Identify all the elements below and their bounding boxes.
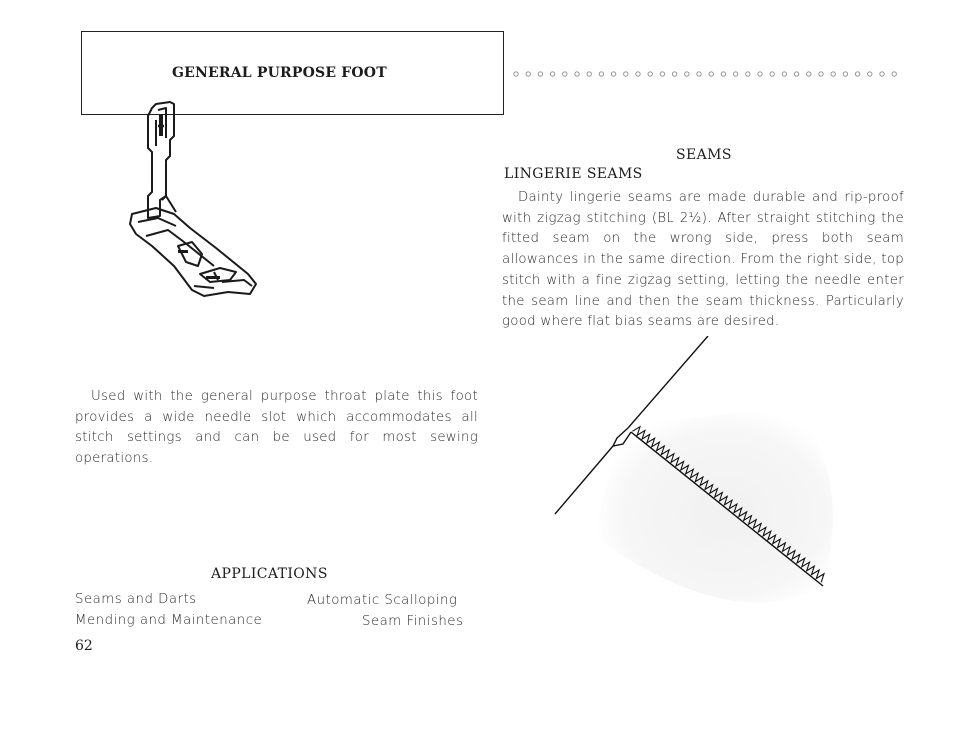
page-title: GENERAL PURPOSE FOOT <box>172 65 387 81</box>
rule-dot <box>746 72 750 76</box>
section-heading: SEAMS <box>676 147 732 163</box>
rule-dot <box>819 72 823 76</box>
rule-dot <box>782 72 786 76</box>
rule-dot <box>880 72 884 76</box>
rule-dot <box>855 72 859 76</box>
application-item: Automatic Scalloping <box>307 593 458 608</box>
rule-dot <box>636 72 640 76</box>
rule-dot <box>843 72 847 76</box>
rule-dot <box>624 72 628 76</box>
application-item: Seam Finishes <box>362 614 464 629</box>
rule-dot <box>685 72 689 76</box>
rule-dot <box>538 72 542 76</box>
rule-dot <box>611 72 615 76</box>
rule-dot <box>794 72 798 76</box>
rule-dot <box>733 72 737 76</box>
application-item: Seams and Darts <box>75 592 197 607</box>
rule-dot <box>575 72 579 76</box>
rule-dot <box>648 72 652 76</box>
rule-dot <box>770 72 774 76</box>
rule-dot <box>660 72 664 76</box>
rule-dot <box>697 72 701 76</box>
rule-dot <box>526 72 530 76</box>
presser-foot-illustration <box>118 96 268 306</box>
rule-dot <box>563 72 567 76</box>
subsection-heading: LINGERIE SEAMS <box>504 166 643 182</box>
lingerie-seams-body <box>502 188 904 333</box>
dotted-rule-decoration <box>510 70 910 78</box>
rule-dot <box>709 72 713 76</box>
rule-dot <box>868 72 872 76</box>
lingerie-seams-text: Dainty lingerie seams are made durable and rip-proof with zigzag stitching (BL 2½). After straight stitching the fitted seam on the wrong side, press both seam allowances in the same direction. From the right side, top stitch with a fine zigzag setting, letting the needle enter the seam line and then the seam thickness. Particularly good where flat bias seams are desired. <box>502 190 904 330</box>
rule-dot <box>672 72 676 76</box>
rule-dot <box>514 72 518 76</box>
rule-dot <box>550 72 554 76</box>
foot-description-text: Used with the general purpose throat plate this foot provides a wide needle slot which accommodates all stitch settings and can be used for most sewing operations. <box>75 389 478 467</box>
rule-dot <box>807 72 811 76</box>
foot-description <box>75 387 478 470</box>
rule-dot <box>758 72 762 76</box>
application-item: Mending and Maintenance <box>75 613 263 628</box>
rule-dot <box>831 72 835 76</box>
rule-dot <box>587 72 591 76</box>
rule-dot <box>892 72 896 76</box>
page-number: 62 <box>75 638 93 654</box>
lingerie-seam-illustration <box>553 336 853 636</box>
rule-dot <box>721 72 725 76</box>
rule-dot <box>599 72 603 76</box>
applications-heading: APPLICATIONS <box>211 566 328 582</box>
